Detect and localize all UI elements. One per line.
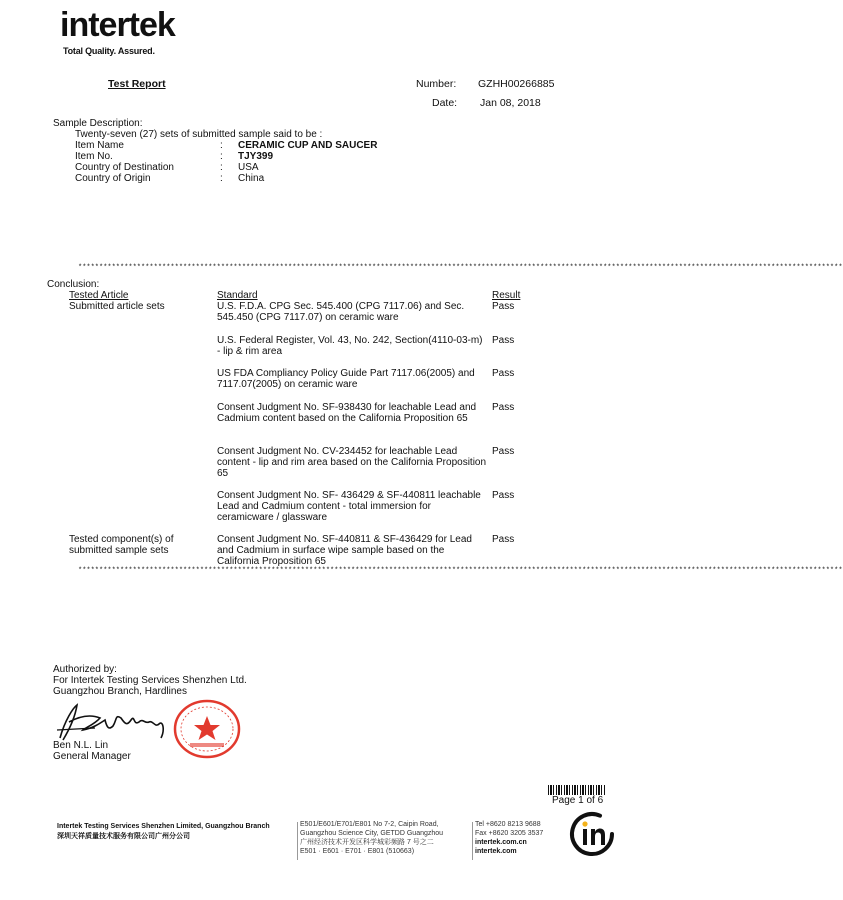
result-text: Pass bbox=[492, 446, 515, 457]
column-standard: Standard bbox=[217, 290, 258, 301]
field-label: Country of Origin bbox=[75, 173, 151, 184]
logo-tagline: Total Quality. Assured. bbox=[63, 46, 155, 56]
standard-text: US FDA Compliancy Policy Guide Part 7117.06(2005) and 7117.07(2005) on ceramic ware bbox=[217, 368, 475, 390]
origin-value: China bbox=[238, 173, 265, 184]
field-sep: : bbox=[220, 151, 223, 162]
standard-text: Consent Judgment No. CV-234452 for leachable Lead content - lip and rim area based on the California Proposition 65 bbox=[217, 446, 487, 479]
column-tested-article: Tested Article bbox=[69, 290, 129, 301]
field-label: Country of Destination bbox=[75, 162, 174, 173]
footer-address-1: E501/E601/E701/E801 No 7-2, Caipin Road, bbox=[300, 821, 439, 828]
authorized-company: For Intertek Testing Services Shenzhen Ltd. bbox=[53, 675, 247, 686]
footer-company-cn: 深圳天祥质量技术服务有限公司广州分公司 bbox=[57, 833, 190, 840]
intertek-round-logo-icon bbox=[566, 808, 618, 860]
signature-image bbox=[55, 700, 170, 745]
separator-line: ************************************************************************************************************************************************************************************** bbox=[78, 264, 843, 272]
conclusion-heading: Conclusion: bbox=[47, 279, 100, 290]
sample-intro: Twenty-seven (27) sets of submitted sample said to be : bbox=[75, 129, 323, 140]
authorized-by: Authorized by: bbox=[53, 664, 117, 675]
result-text: Pass bbox=[492, 335, 515, 346]
footer-tel: Tel +8620 8213 9688 bbox=[475, 821, 541, 828]
standard-text: Consent Judgment No. SF-938430 for leachable Lead and Cadmium content based on the California Proposition 65 bbox=[217, 402, 477, 424]
result-text: Pass bbox=[492, 534, 515, 545]
field-sep: : bbox=[220, 140, 223, 151]
date-value: Jan 08, 2018 bbox=[480, 97, 541, 109]
signatory-name: Ben N.L. Lin bbox=[53, 740, 109, 751]
authorized-branch: Guangzhou Branch, Hardlines bbox=[53, 686, 187, 697]
item-name-value: CERAMIC CUP AND SAUCER bbox=[238, 140, 378, 151]
footer-divider bbox=[472, 822, 473, 860]
destination-value: USA bbox=[238, 162, 259, 173]
field-sep: : bbox=[220, 173, 223, 184]
field-label: Item Name bbox=[75, 140, 124, 151]
result-text: Pass bbox=[492, 490, 515, 501]
column-result: Result bbox=[492, 290, 521, 301]
company-seal-stamp bbox=[172, 698, 242, 760]
footer-address-4: E501 · E601 · E701 · E801 (510663) bbox=[300, 848, 415, 855]
date-label: Date: bbox=[432, 97, 458, 109]
footer-fax: Fax +8620 3205 3537 bbox=[475, 830, 544, 837]
tested-article: Submitted article sets bbox=[69, 301, 165, 312]
standard-text: U.S. F.D.A. CPG Sec. 545.400 (CPG 7117.06) and Sec. 545.450 (CPG 7117.07) on ceramic ware bbox=[217, 301, 465, 323]
barcode-image bbox=[548, 785, 606, 795]
page-number: Page 1 of 6 bbox=[552, 795, 604, 806]
sample-description-heading: Sample Description: bbox=[53, 118, 143, 129]
number-value: GZHH00266885 bbox=[478, 78, 555, 90]
footer-address-3: 广州经济技术开发区科学城彩频路 7 号之二 bbox=[300, 839, 434, 846]
footer-divider bbox=[297, 822, 298, 860]
number-label: Number: bbox=[416, 78, 457, 90]
standard-text: Consent Judgment No. SF- 436429 & SF-440811 leachable Lead and Cadmium content - total immersion for ceramicware / glassware bbox=[217, 490, 481, 523]
footer-web-cn: intertek.com.cn bbox=[475, 839, 527, 846]
intertek-logo: intertek bbox=[60, 6, 175, 44]
footer-address-2: Guangzhou Science City, GETDD Guangzhou bbox=[300, 830, 444, 837]
result-text: Pass bbox=[492, 368, 515, 379]
signatory-role: General Manager bbox=[53, 751, 131, 762]
standard-text: Consent Judgment No. SF-440811 & SF-436429 for Lead and Cadmium in surface wipe sample based on the California Proposition 65 bbox=[217, 534, 472, 567]
field-sep: : bbox=[220, 162, 223, 173]
report-title: Test Report bbox=[108, 78, 166, 90]
field-label: Item No. bbox=[75, 151, 113, 162]
result-text: Pass bbox=[492, 301, 515, 312]
result-text: Pass bbox=[492, 402, 515, 413]
separator-line: ************************************************************************************************************************************************************************************** bbox=[78, 567, 843, 575]
tested-article: Tested component(s) of submitted sample sets bbox=[69, 534, 174, 556]
standard-text: U.S. Federal Register, Vol. 43, No. 242, Section(4110-03-m) - lip & rim area bbox=[217, 335, 483, 357]
footer-company-en: Intertek Testing Services Shenzhen Limited, Guangzhou Branch bbox=[57, 823, 270, 830]
item-no-value: TJY399 bbox=[238, 151, 274, 162]
footer-web: intertek.com bbox=[475, 848, 517, 855]
